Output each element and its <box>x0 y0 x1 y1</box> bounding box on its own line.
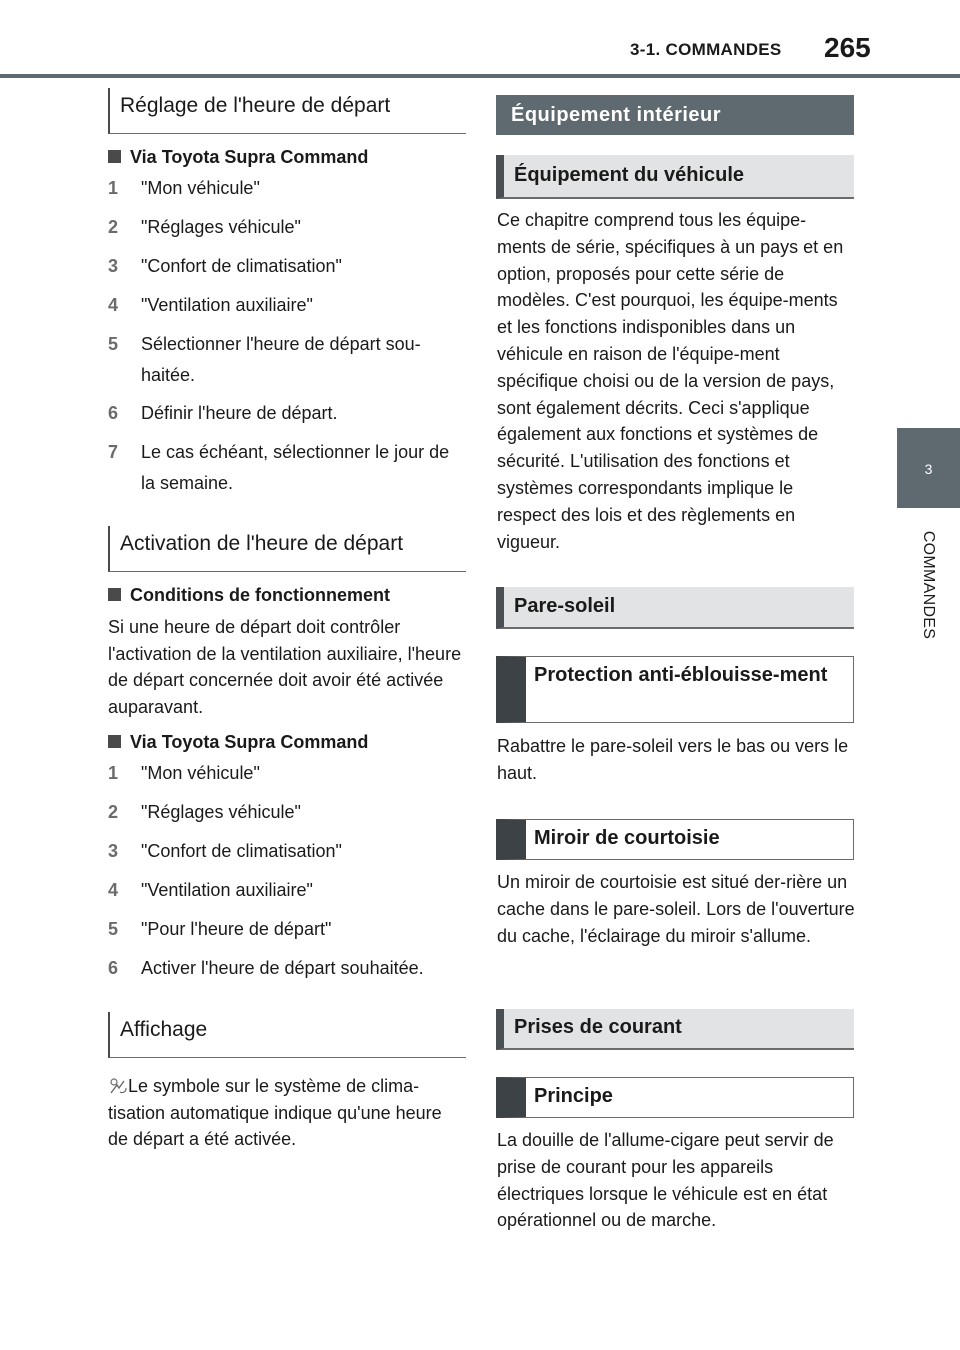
step-item: 5 "Pour l'heure de départ" <box>108 919 332 939</box>
bullet-square-icon <box>108 735 121 748</box>
step-item: 5 Sélectionner l'heure de départ sou-haitée. <box>108 334 421 385</box>
paragraph-equipement: Ce chapitre comprend tous les équipe-ments de série, spécifiques à un pays et en option, proposés pour cette série de modèles. C'est pourquoi, les équipe-ments et les fonctions indisponibles dans un véhicule en raison de l'équipe-ment spécifique choisi ou de la version de pays, sont également décrits. Ceci s'applique également aux fonctions et systèmes de sécurité. L'utilisation des fonctions et systèmes correspondants implique le respect des lois et des règlements en vigueur. <box>497 210 844 552</box>
step-item: 1 "Mon véhicule" <box>108 763 260 783</box>
bullet-heading: Via Toyota Supra Command <box>108 147 368 168</box>
paragraph-conditions: Si une heure de départ doit contrôler l'activation de la ventilation auxiliaire, l'heure de départ concernée doit avoir été activée auparavant. <box>108 617 462 717</box>
heading-affichage: Affichage <box>108 1012 466 1058</box>
section-heading: Pare-soleil <box>496 587 854 629</box>
section-heading: Équipement du véhicule <box>496 155 854 199</box>
heading-activation: Activation de l'heure de départ <box>108 526 466 572</box>
step-item: 1 "Mon véhicule" <box>108 178 260 198</box>
step-item: 6 Activer l'heure de départ souhaitée. <box>108 958 424 978</box>
header-divider <box>0 74 960 78</box>
section-title: 3-1. COMMANDES <box>630 40 782 59</box>
step-item: 4 "Ventilation auxiliaire" <box>108 880 313 900</box>
heading-reglage: Réglage de l'heure de départ <box>108 88 466 134</box>
paragraph-miroir: Un miroir de courtoisie est situé der-rière un cache dans le pare-soleil. Lors de l'ouverture du cache, l'éclairage du miroir s'allume. <box>497 872 855 946</box>
bullet-square-icon <box>108 588 121 601</box>
chapter-number: 3 <box>924 461 933 477</box>
step-item: 4 "Ventilation auxiliaire" <box>108 295 313 315</box>
bullet-heading: Conditions de fonctionnement <box>108 585 390 606</box>
step-item: 3 "Confort de climatisation" <box>108 256 342 276</box>
step-item: 3 "Confort de climatisation" <box>108 841 342 861</box>
paragraph-affichage: Le symbole sur le système de clima-tisation automatique indique qu'une heure de départ a été activée. <box>108 1076 442 1149</box>
step-item: 6 Définir l'heure de départ. <box>108 403 338 423</box>
paragraph-prises: La douille de l'allume-cigare peut servir de prise de courant pour les appareils électriques lorsque le véhicule est en état opérationnel ou de marche. <box>497 1130 834 1231</box>
auxiliary-ventilation-icon <box>108 1077 128 1095</box>
subsection-heading: Principe <box>496 1077 854 1118</box>
bullet-square-icon <box>108 150 121 163</box>
bullet-heading: Via Toyota Supra Command <box>108 732 368 753</box>
step-item: 7 Le cas échéant, sélectionner le jour de la semaine. <box>108 442 450 493</box>
section-heading: Prises de courant <box>496 1009 854 1050</box>
chapter-heading: Équipement intérieur <box>496 95 854 135</box>
step-item: 2 "Réglages véhicule" <box>108 802 301 822</box>
chapter-tab <box>897 428 960 508</box>
step-item: 2 "Réglages véhicule" <box>108 217 301 237</box>
page-number: 265 <box>824 32 871 63</box>
paragraph-pare-soleil: Rabattre le pare-soleil vers le bas ou vers le haut. <box>497 736 849 783</box>
subsection-heading: Protection anti-éblouisse-ment <box>496 656 854 723</box>
chapter-label: COMMANDES <box>920 530 937 640</box>
subsection-heading: Miroir de courtoisie <box>496 819 854 860</box>
